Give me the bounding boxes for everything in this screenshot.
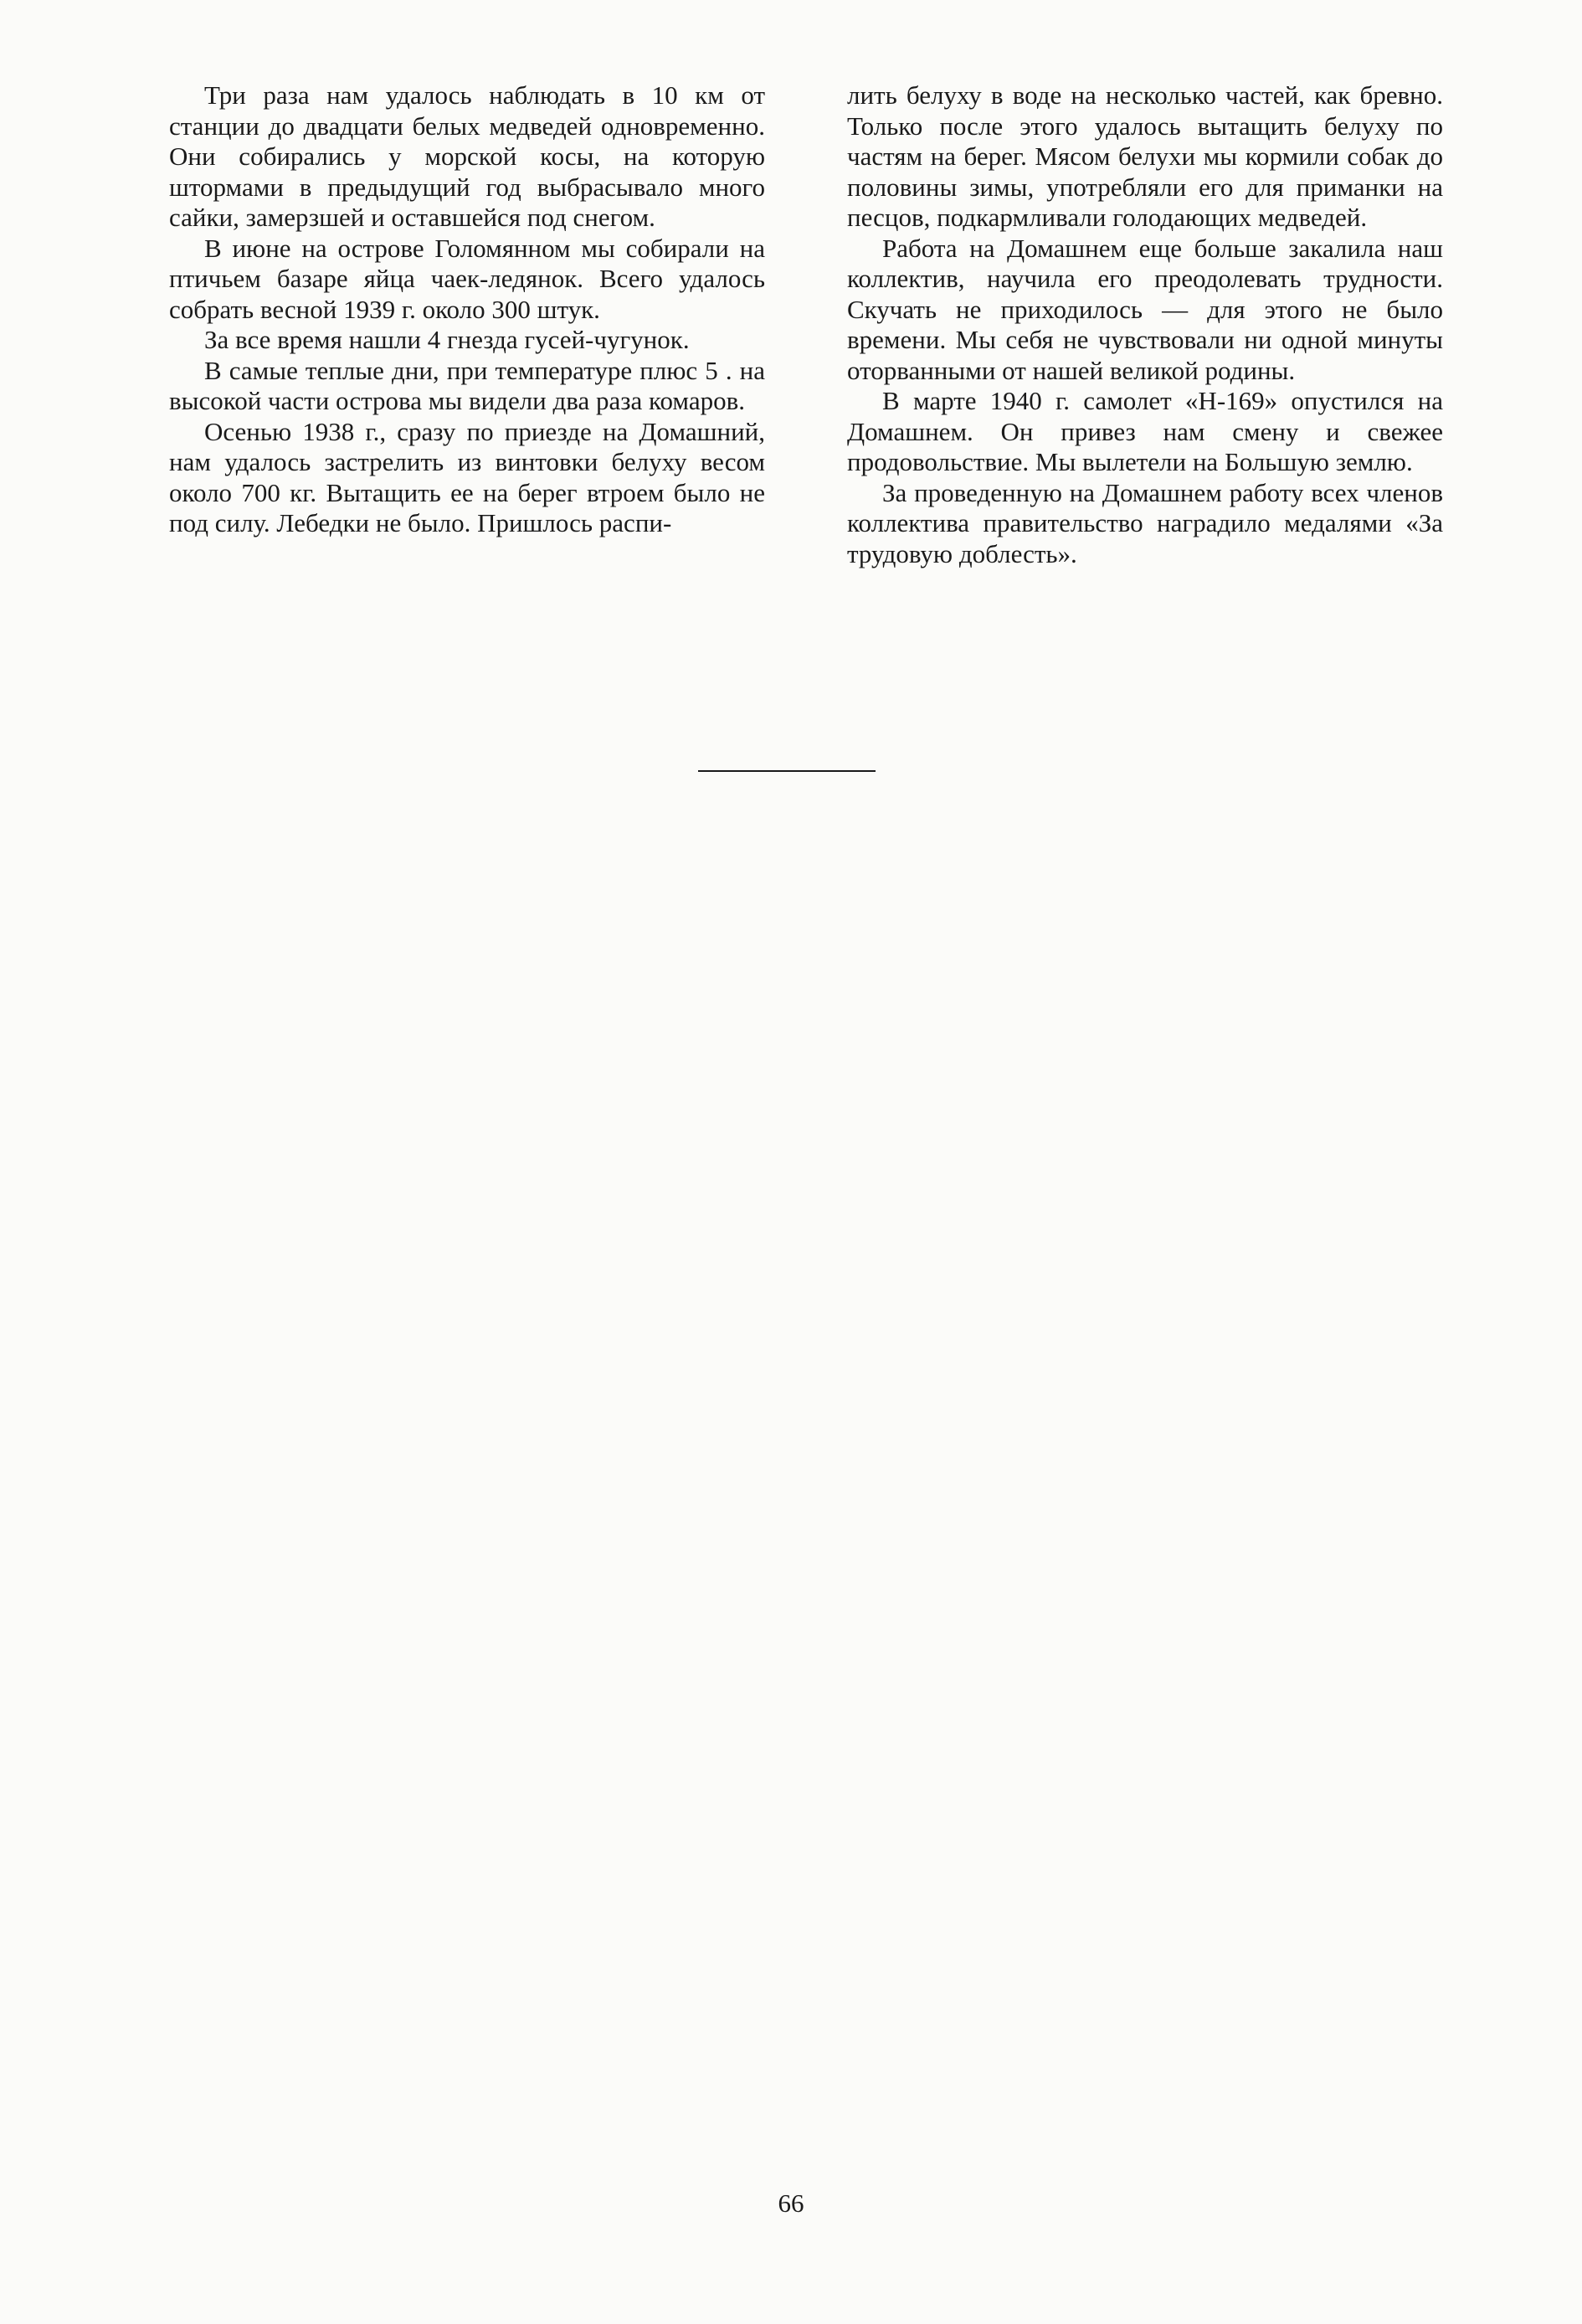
paragraph-continued: лить белуху в воде на несколько частей, как бревно. Только после этого удалось вытащить белуху по частям на берег. Мясом белухи мы кормили собак до половины зимы, употребляли его для приманки на песцов, подкармливали голодающих медведей.: [847, 80, 1443, 232]
paragraph: За проведенную на Домашнем работу всех членов коллектива правительство наградило медалями «За трудовую доблесть».: [847, 477, 1443, 568]
left-column: [169, 80, 765, 569]
text-columns: [169, 80, 1443, 569]
paragraph: В июне на острове Голомянном мы собирали на птичьем базаре яйца чаек-ледянок. Всего удалось собрать весной 1939 г. около 300 штук.: [169, 233, 765, 324]
paragraph: Работа на Домашнем еще больше закалила наш коллектив, научила его преодолевать трудности. Скучать не приходилось — для этого не было времени. Мы себя не чувствовали ни одной минуты оторванными от нашей великой родины.: [847, 233, 1443, 385]
paragraph: В самые теплые дни, при температуре плюс 5 . на высокой части острова мы видели два раза комаров.: [169, 355, 765, 415]
paragraph: В марте 1940 г. самолет «Н-169» опустился на Домашнем. Он привез нам смену и свежее продовольствие. Мы вылетели на Большую землю.: [847, 386, 1443, 476]
section-divider: [698, 770, 876, 772]
paragraph: Осенью 1938 г., сразу по приезде на Домашний, нам удалось застрелить из винтовки белуху весом около 700 кг. Вытащить ее на берег втроем было не под силу. Лебедки не было. Пришлось распи-: [169, 416, 765, 537]
right-column: [847, 80, 1443, 569]
page-number: 66: [778, 2188, 804, 2218]
paragraph: Три раза нам удалось наблюдать в 10 км от станции до двадцати белых медведей одновременно. Они собирались у морской косы, на которую штормами в предыдущий год выбрасывало много сайки, замерзшей и оставшейся под снегом.: [169, 80, 765, 232]
paragraph: За все время нашли 4 гнезда гусей-чугунок.: [204, 325, 690, 354]
